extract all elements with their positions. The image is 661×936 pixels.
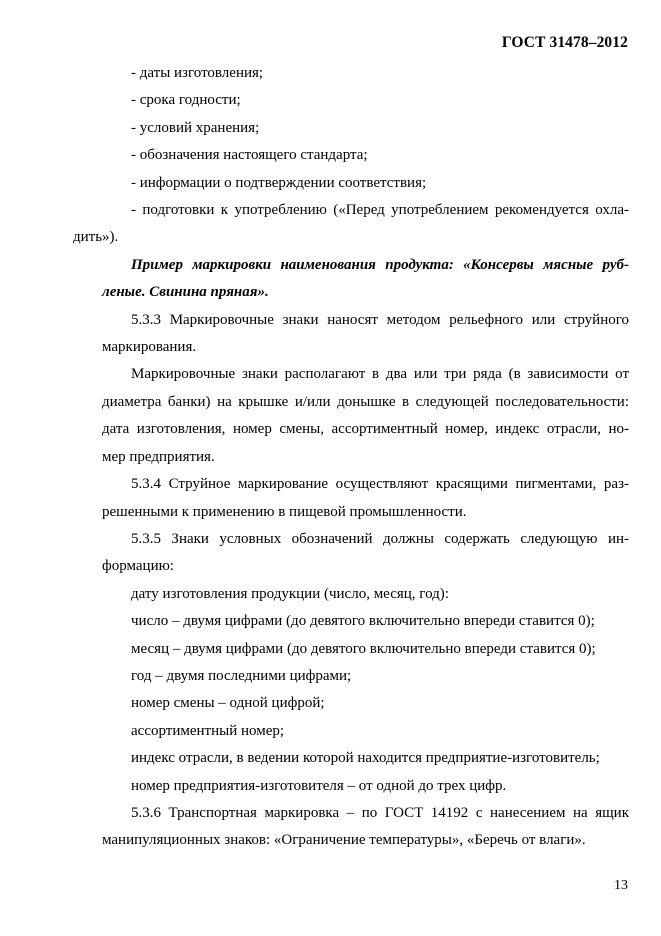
text-line: леные. Свинина пряная». (102, 284, 269, 301)
text-line: манипуляционных знаков: «Ограничение температуры», «Беречь от влаги». (102, 832, 586, 849)
marking-line: дату изготовления продукции (число, месяц, год): (131, 585, 449, 602)
list-item-preparation (73, 197, 629, 252)
marking-line: номер смены – одной цифрой; (131, 695, 325, 712)
marking-line: ассортиментный номер; (131, 722, 285, 739)
marking-line: число – двумя цифрами (до девятого включительно впереди ставится 0); (131, 613, 595, 630)
marking-line: номер предприятия-изготовителя – от одной до трех цифр. (131, 777, 507, 794)
text-line: дата изготовления, номер смены, ассортиментный номер, индекс отрасли, но- (102, 421, 629, 438)
text-line: 5.3.4 Струйное маркирование осуществляют красящими пигментами, раз- (131, 476, 629, 493)
text-line: дить»). (73, 229, 119, 246)
text-line: Маркировочные знаки располагают в два или три ряда (в зависимости от (131, 366, 629, 383)
text-line: 5.3.3 Маркировочные знаки наносят методом рельефного или струйного (131, 311, 629, 328)
paragraph-5-3-5 (102, 526, 629, 581)
marking-line: год – двумя последними цифрами; (131, 667, 352, 684)
document-header: ГОСТ 31478–2012 (501, 34, 628, 51)
text-line: Пример маркировки наименования продукта: «Консервы мясные руб- (131, 256, 629, 273)
list-item: - обозначения настоящего стандарта; (131, 147, 368, 164)
text-line: 5.3.5 Знаки условных обозначений должны содержать следующую ин- (131, 530, 629, 547)
text-line: маркирования. (102, 339, 197, 356)
marking-line: индекс отрасли, в ведении которой находится предприятие-изготовитель; (131, 750, 600, 767)
text-line: решенными к применению в пищевой промышленности. (102, 503, 467, 520)
paragraph-5-3-4 (102, 471, 629, 526)
paragraph-5-3-3-order (102, 361, 629, 471)
list-item: - информации о подтверждении соответствия; (131, 174, 427, 191)
text-line: формацию: (102, 558, 174, 575)
list-item: - даты изготовления; (131, 65, 264, 81)
text-line: диаметра банки) на крышке и/или донышке в следующей последовательности: (102, 393, 629, 410)
text-line: - подготовки к употреблению («Перед употреблением рекомендуется охла- (131, 202, 629, 219)
text-line: мер предприятия. (102, 448, 215, 465)
marking-line: месяц – двумя цифрами (до девятого включительно впереди ставится 0); (131, 640, 596, 657)
paragraph-5-3-6 (102, 800, 629, 855)
page-number: 13 (614, 878, 628, 893)
page-body (73, 60, 629, 855)
list-item: - срока годности; (131, 92, 241, 109)
text-line: 5.3.6 Транспортная маркировка – по ГОСТ 14192 с нанесением на ящик (131, 804, 629, 821)
list-item: - условий хранения; (131, 119, 260, 136)
paragraph-5-3-3 (102, 307, 629, 362)
example-paragraph (102, 252, 629, 307)
